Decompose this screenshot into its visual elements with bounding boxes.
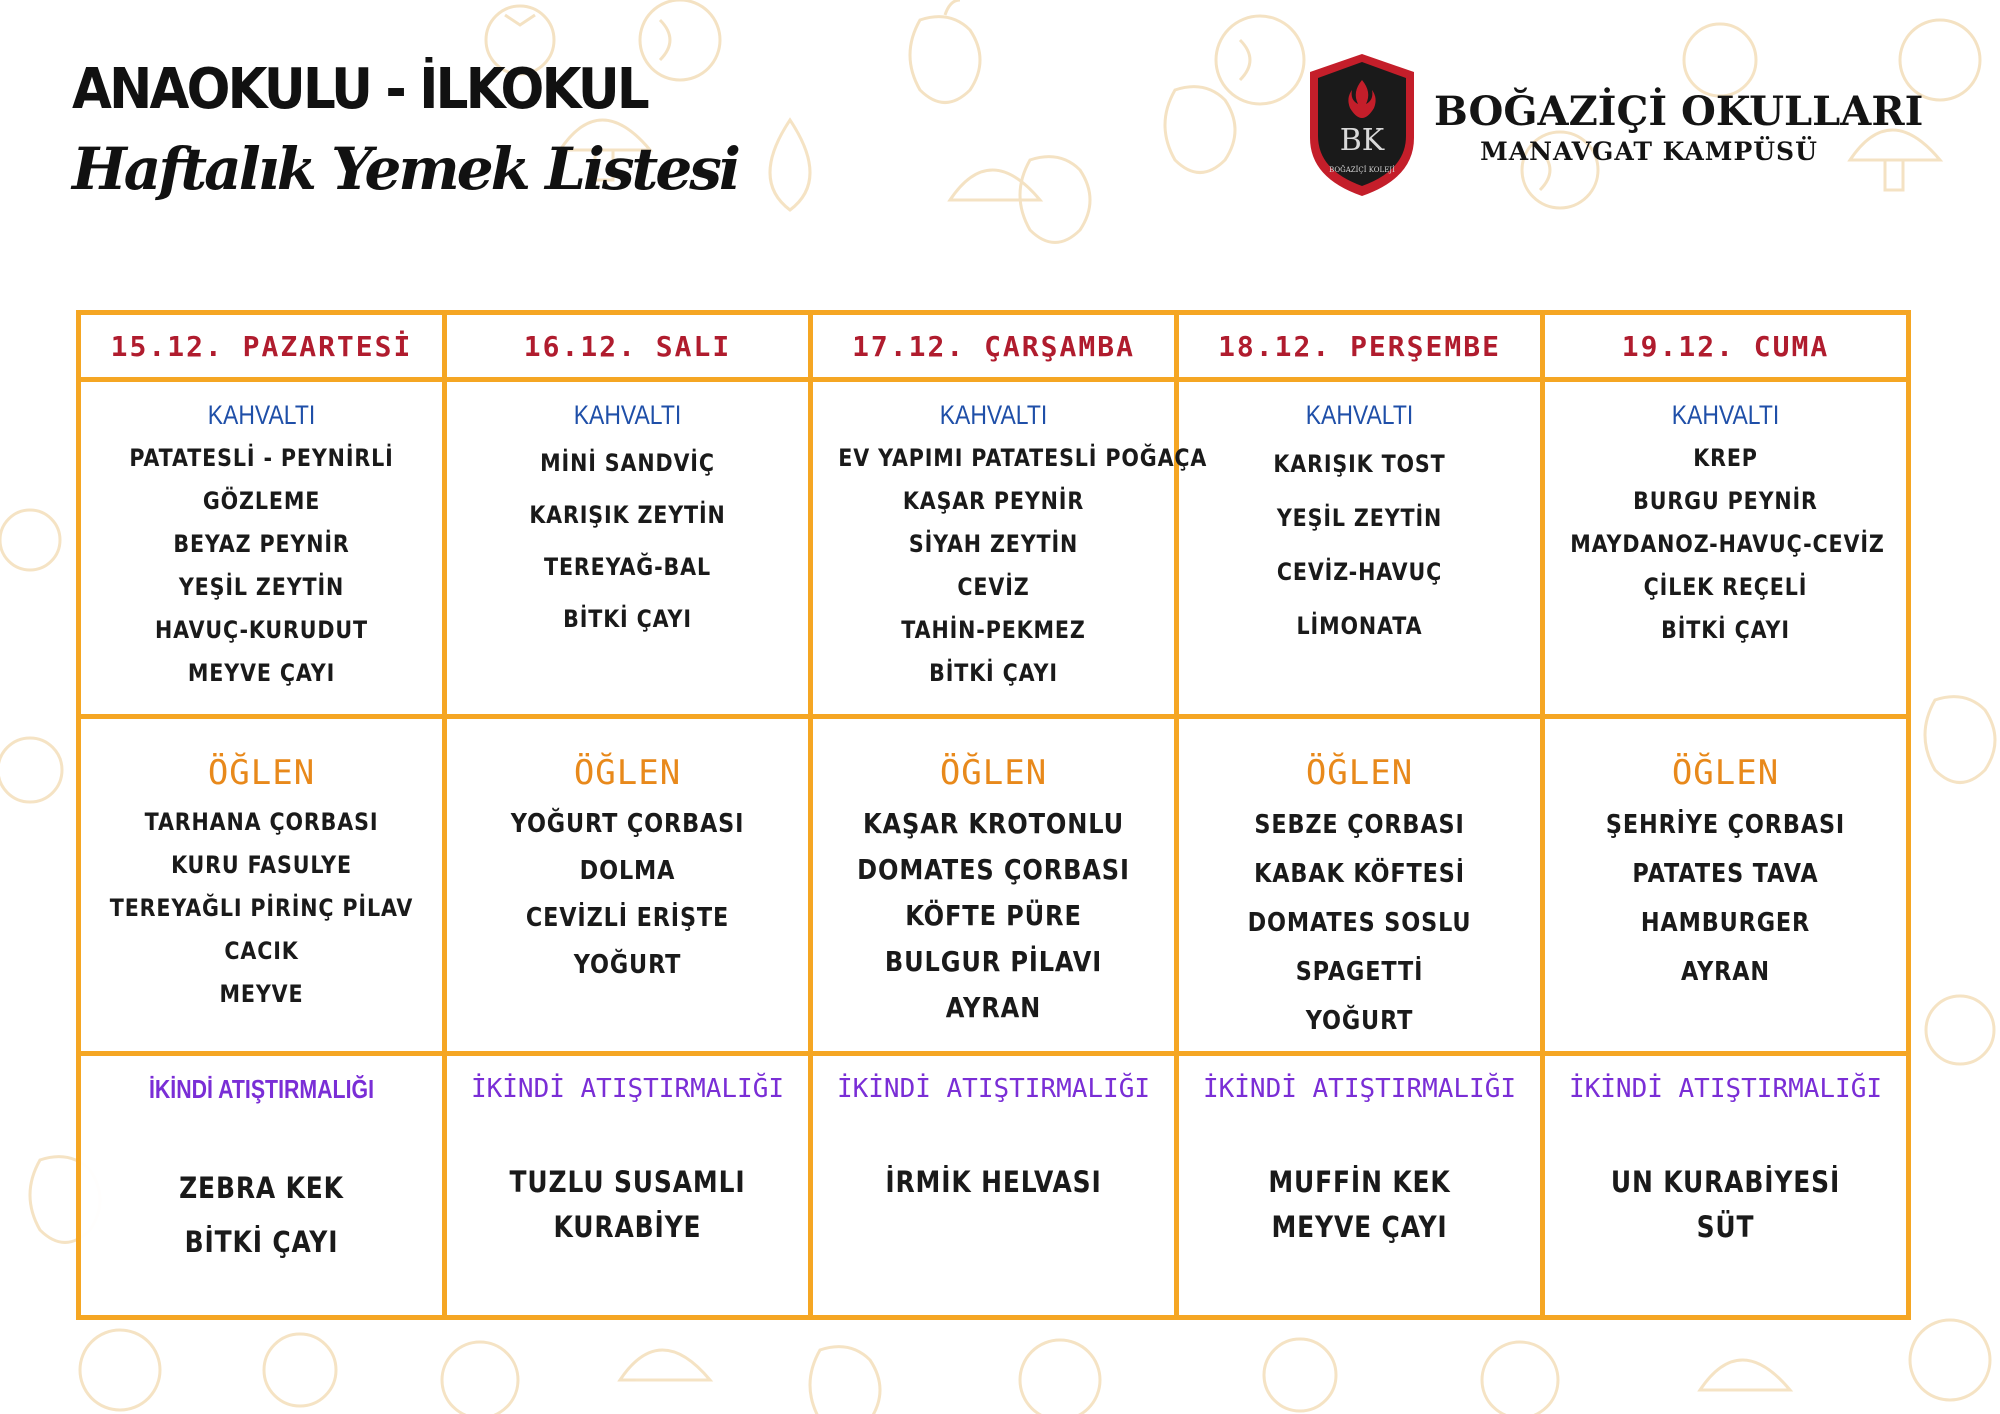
logo-monogram: BK <box>1339 123 1385 158</box>
menu-item: BİTKİ ÇAYI <box>1661 616 1790 644</box>
weekly-menu-table <box>76 310 1911 1320</box>
menu-item: CACIK <box>224 937 299 965</box>
day-header: 16.12. SALI <box>523 329 732 363</box>
menu-item: YEŞİL ZEYTİN <box>1276 504 1443 532</box>
logo-text: BOĞAZİÇİ KOLEJİ <box>1329 166 1395 174</box>
garlic-icon <box>1482 1342 1558 1414</box>
breakfast-row <box>79 380 1909 717</box>
pepper-icon <box>1925 697 1995 783</box>
menu-item: GÖZLEME <box>202 487 321 515</box>
menu-item: CEVİZ-HAVUÇ <box>1276 558 1443 586</box>
mushroom-icon <box>1700 1360 1790 1390</box>
menu-item: HAMBURGER <box>1640 908 1811 938</box>
snack-row <box>79 1054 1909 1318</box>
day-header: 18.12. PERŞEMBE <box>1218 329 1501 363</box>
lunch-cell <box>1177 717 1543 1054</box>
menu-item: ZEBRA KEK <box>179 1171 344 1205</box>
menu-item: KÖFTE PÜRE <box>905 899 1082 932</box>
onion-icon <box>1216 16 1304 104</box>
menu-item: SÜT <box>1696 1210 1755 1244</box>
menu-item: EV YAPIMI PATATESLİ POĞAÇA <box>838 444 1208 472</box>
menu-item: DOLMA <box>579 856 676 886</box>
menu-item: CEVİZLİ ERİŞTE <box>525 903 730 933</box>
menu-item: KREP <box>1693 444 1758 472</box>
menu-item: YEŞİL ZEYTİN <box>178 573 345 601</box>
menu-item: ÇİLEK REÇELİ <box>1643 573 1808 601</box>
page-title: ANAOKULU - İLKOKUL <box>72 57 647 122</box>
menu-item: KAŞAR KROTONLU <box>862 807 1125 840</box>
lunch-label: ÖĞLEN <box>207 753 316 793</box>
tomato-icon <box>264 1334 336 1406</box>
menu-item: ŞEHRİYE ÇORBASI <box>1605 810 1846 840</box>
breakfast-cell <box>445 380 811 717</box>
snack-label: İKİNDİ ATIŞTIRMALIĞI <box>1568 1074 1883 1104</box>
garlic-icon <box>0 738 62 802</box>
day-header-cell <box>1543 313 1909 380</box>
snack-cell <box>1543 1054 1909 1318</box>
menu-item: AYRAN <box>945 991 1042 1024</box>
menu-item: SEBZE ÇORBASI <box>1254 810 1465 840</box>
pepper-icon <box>810 1347 880 1414</box>
school-logo <box>1306 50 1418 200</box>
menu-item: TUZLU SUSAMLI <box>509 1165 746 1199</box>
day-header-cell <box>811 313 1177 380</box>
breakfast-cell <box>1543 380 1909 717</box>
menu-item: KARIŞIK ZEYTİN <box>529 501 726 529</box>
menu-item: KABAK KÖFTESİ <box>1254 859 1465 889</box>
lunch-label: ÖĞLEN <box>573 753 682 793</box>
menu-item: PATATESLİ - PEYNİRLİ <box>129 444 394 472</box>
onion-icon <box>0 510 60 570</box>
snack-cell <box>79 1054 445 1318</box>
menu-item: KAŞAR PEYNİR <box>902 487 1085 515</box>
school-name: BOĞAZİÇİ OKULLARI <box>1434 88 1924 135</box>
menu-item: DOMATES ÇORBASI <box>857 853 1130 886</box>
menu-item: TARHANA ÇORBASI <box>144 808 379 836</box>
mushroom-icon <box>950 170 1040 200</box>
menu-item: SİYAH ZEYTİN <box>908 530 1079 558</box>
menu-item: BİTKİ ÇAYI <box>184 1225 339 1259</box>
menu-item: AYRAN <box>1681 957 1770 987</box>
snack-cell <box>1177 1054 1543 1318</box>
menu-item: İRMİK HELVASI <box>885 1165 1102 1199</box>
snack-label: İKİNDİ ATIŞTIRMALIĞI <box>1202 1074 1517 1104</box>
breakfast-cell <box>79 380 445 717</box>
breakfast-label: KAHVALTI <box>573 400 682 430</box>
page-header <box>72 57 738 203</box>
menu-item: YOĞURT <box>573 950 682 980</box>
lunch-cell <box>1543 717 1909 1054</box>
lunch-label: ÖĞLEN <box>1305 753 1414 793</box>
pepper-icon <box>1165 87 1235 173</box>
menu-item: DOMATES SOSLU <box>1247 908 1472 938</box>
menu-item: BEYAZ PEYNİR <box>173 530 350 558</box>
garlic-icon <box>442 1342 518 1414</box>
menu-item: KURU FASULYE <box>171 851 352 879</box>
day-header-cell <box>79 313 445 380</box>
pepper-icon <box>910 0 980 103</box>
snack-label: İKİNDİ ATIŞTIRMALIĞI <box>836 1074 1151 1104</box>
breakfast-cell <box>811 380 1208 717</box>
snack-label: İKİNDİ ATIŞTIRMALIĞI <box>148 1074 375 1104</box>
menu-item: CEVİZ <box>957 573 1030 601</box>
menu-item: MEYVE ÇAYI <box>187 659 336 687</box>
day-header: 17.12. ÇARŞAMBA <box>852 329 1135 363</box>
day-header-row <box>79 313 1909 380</box>
menu-item: HAVUÇ-KURUDUT <box>155 616 368 644</box>
breakfast-label: KAHVALTI <box>1305 400 1414 430</box>
school-campus: MANAVGAT KAMPÜSÜ <box>1480 137 1818 166</box>
menu-item: UN KURABİYESİ <box>1610 1165 1841 1199</box>
lunch-cell <box>811 717 1177 1054</box>
tomato-icon <box>1926 996 1994 1064</box>
day-header-cell <box>445 313 811 380</box>
lunch-cell <box>79 717 445 1054</box>
menu-item: MEYVE <box>219 980 304 1008</box>
lunch-row <box>79 717 1909 1054</box>
menu-item: YOĞURT ÇORBASI <box>510 809 745 839</box>
menu-item: BİTKİ ÇAYI <box>929 659 1058 687</box>
tomato-icon <box>1684 24 1756 96</box>
onion-icon <box>1910 1320 1990 1400</box>
page-subtitle: Haftalık Yemek Listesi <box>72 135 738 203</box>
lunch-label: ÖĞLEN <box>939 753 1048 793</box>
breakfast-label: KAHVALTI <box>207 400 316 430</box>
menu-item: TEREYAĞ-BAL <box>544 553 711 581</box>
lunch-cell <box>445 717 811 1054</box>
menu-item: TAHİN-PEKMEZ <box>901 616 1086 644</box>
menu-item: BİTKİ ÇAYI <box>563 605 692 633</box>
menu-item: MEYVE ÇAYI <box>1271 1210 1448 1244</box>
menu-item: MİNİ SANDVİÇ <box>540 449 715 477</box>
day-header-cell <box>1177 313 1543 380</box>
onion-icon <box>1020 1340 1100 1414</box>
breakfast-label: KAHVALTI <box>939 400 1048 430</box>
tomato-icon <box>1264 1339 1336 1411</box>
lunch-label: ÖĞLEN <box>1671 753 1780 793</box>
menu-item: MUFFİN KEK <box>1268 1165 1451 1199</box>
menu-item: TEREYAĞLI PİRİNÇ PİLAV <box>109 894 414 922</box>
snack-label: İKİNDİ ATIŞTIRMALIĞI <box>470 1074 785 1104</box>
menu-item: PATATES TAVA <box>1632 859 1819 889</box>
menu-item: SPAGETTİ <box>1295 957 1424 987</box>
school-info <box>1434 88 1924 166</box>
snack-cell <box>811 1054 1177 1318</box>
day-header: 15.12. PAZARTESİ <box>110 329 413 363</box>
breakfast-cell <box>1177 380 1543 717</box>
menu-item: LİMONATA <box>1296 612 1423 640</box>
mushroom-icon <box>620 1350 710 1380</box>
menu-item: MAYDANOZ-HAVUÇ-CEVİZ <box>1570 530 1885 558</box>
menu-item: KARIŞIK TOST <box>1273 450 1446 478</box>
snack-cell <box>445 1054 811 1318</box>
menu-item: BURGU PEYNİR <box>1633 487 1818 515</box>
menu-item: BULGUR PİLAVI <box>884 945 1103 978</box>
garlic-icon <box>770 120 810 210</box>
breakfast-label: KAHVALTI <box>1671 400 1780 430</box>
onion-icon <box>80 1330 160 1410</box>
day-header: 19.12. CUMA <box>1621 329 1830 363</box>
menu-item: KURABİYE <box>553 1210 702 1244</box>
menu-item: YOĞURT <box>1305 1006 1414 1036</box>
